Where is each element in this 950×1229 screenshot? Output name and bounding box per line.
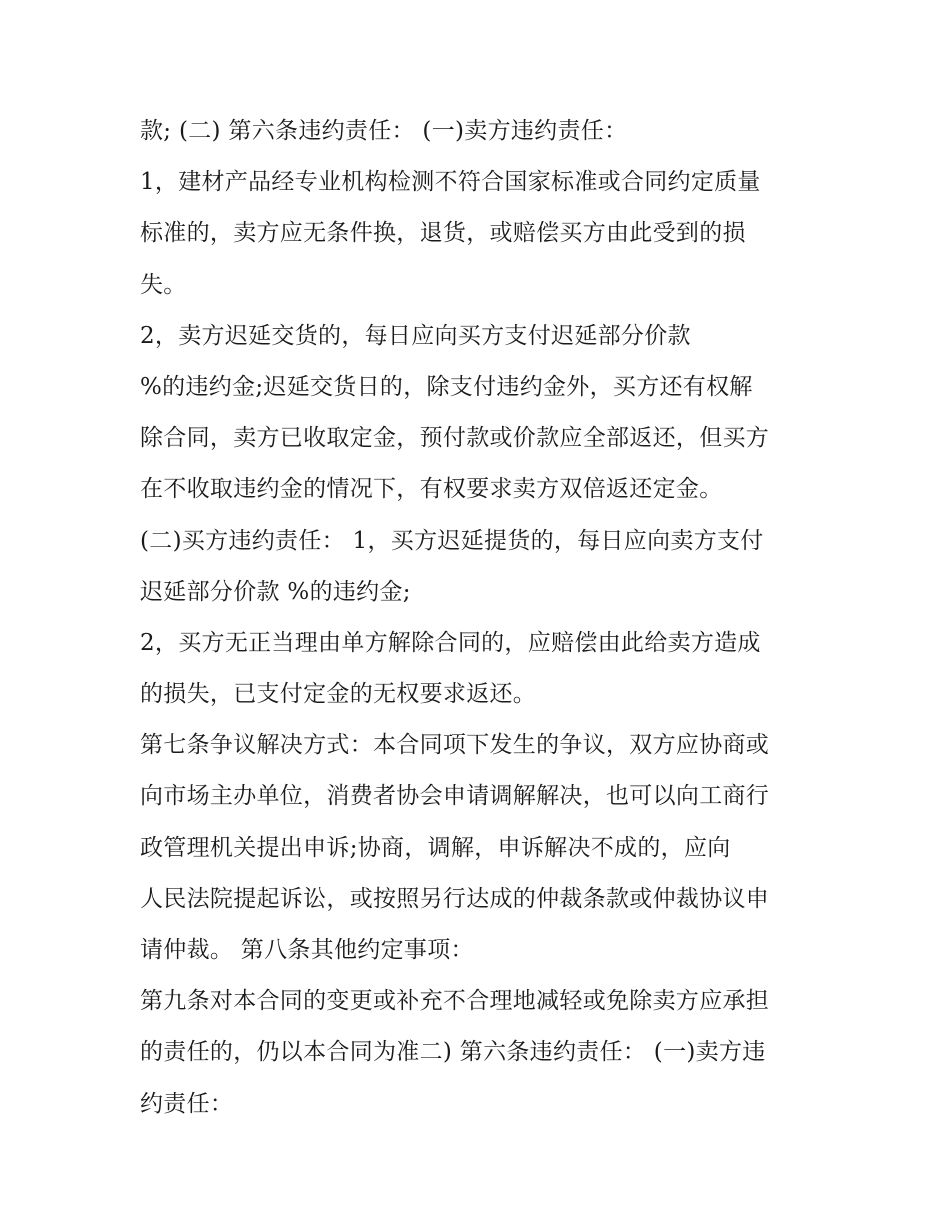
contract-text — [140, 106, 830, 1130]
text-line: 请仲裁。 第八条其他约定事项： — [140, 937, 474, 963]
text-line: 向市场主办单位，消费者协会申请调解解决，也可以向工商行 — [140, 783, 770, 810]
text-line: 人民法院提起诉讼，或按照另行达成的仲裁条款或仲裁协议申 — [140, 885, 770, 912]
text-line: 第七条争议解决方式：本合同项下发生的争议，双方应协商或 — [140, 732, 770, 759]
text-line: %的违约金;迟延交货日的，除支付违约金外，买方还有权解 — [140, 373, 753, 400]
text-line: 2，买方无正当理由单方解除合同的，应赔偿由此给卖方造成 — [140, 629, 761, 656]
text-line: 迟延部分价款 %的违约金; — [140, 578, 411, 605]
text-line: 除合同，卖方已收取定金，预付款或价款应全部返还，但买方 — [140, 425, 770, 452]
text-line: 标准的，卖方应无条件换，退货，或赔偿买方由此受到的损 — [140, 220, 746, 247]
text-line: 款; (二) 第六条违约责任： (一)卖方违约责任： — [140, 118, 628, 144]
text-line: 第九条对本合同的变更或补充不合理地减轻或免除卖方应承担 — [140, 988, 770, 1015]
text-line: 约责任： — [140, 1090, 234, 1117]
text-line: 的责任的，仍以本合同为准二) 第六条违约责任： (一)卖方违 — [140, 1039, 766, 1066]
text-line: 1，建材产品经专业机构检测不符合国家标准或合同约定质量 — [140, 169, 761, 196]
text-line: (二)买方违约责任： 1，买方迟延提货的，每日应向卖方支付 — [140, 527, 764, 554]
text-line: 的损失，已支付定金的无权要求返还。 — [140, 681, 537, 708]
text-line: 在不收取违约金的情况下，有权要求卖方双倍返还定金。 — [140, 476, 723, 503]
text-line: 政管理机关提出申诉;协商，调解，申诉解决不成的，应向 — [140, 834, 731, 861]
text-line: 2，卖方迟延交货的，每日应向买方支付迟延部分价款 — [140, 322, 691, 349]
text-line: 失。 — [140, 271, 187, 298]
